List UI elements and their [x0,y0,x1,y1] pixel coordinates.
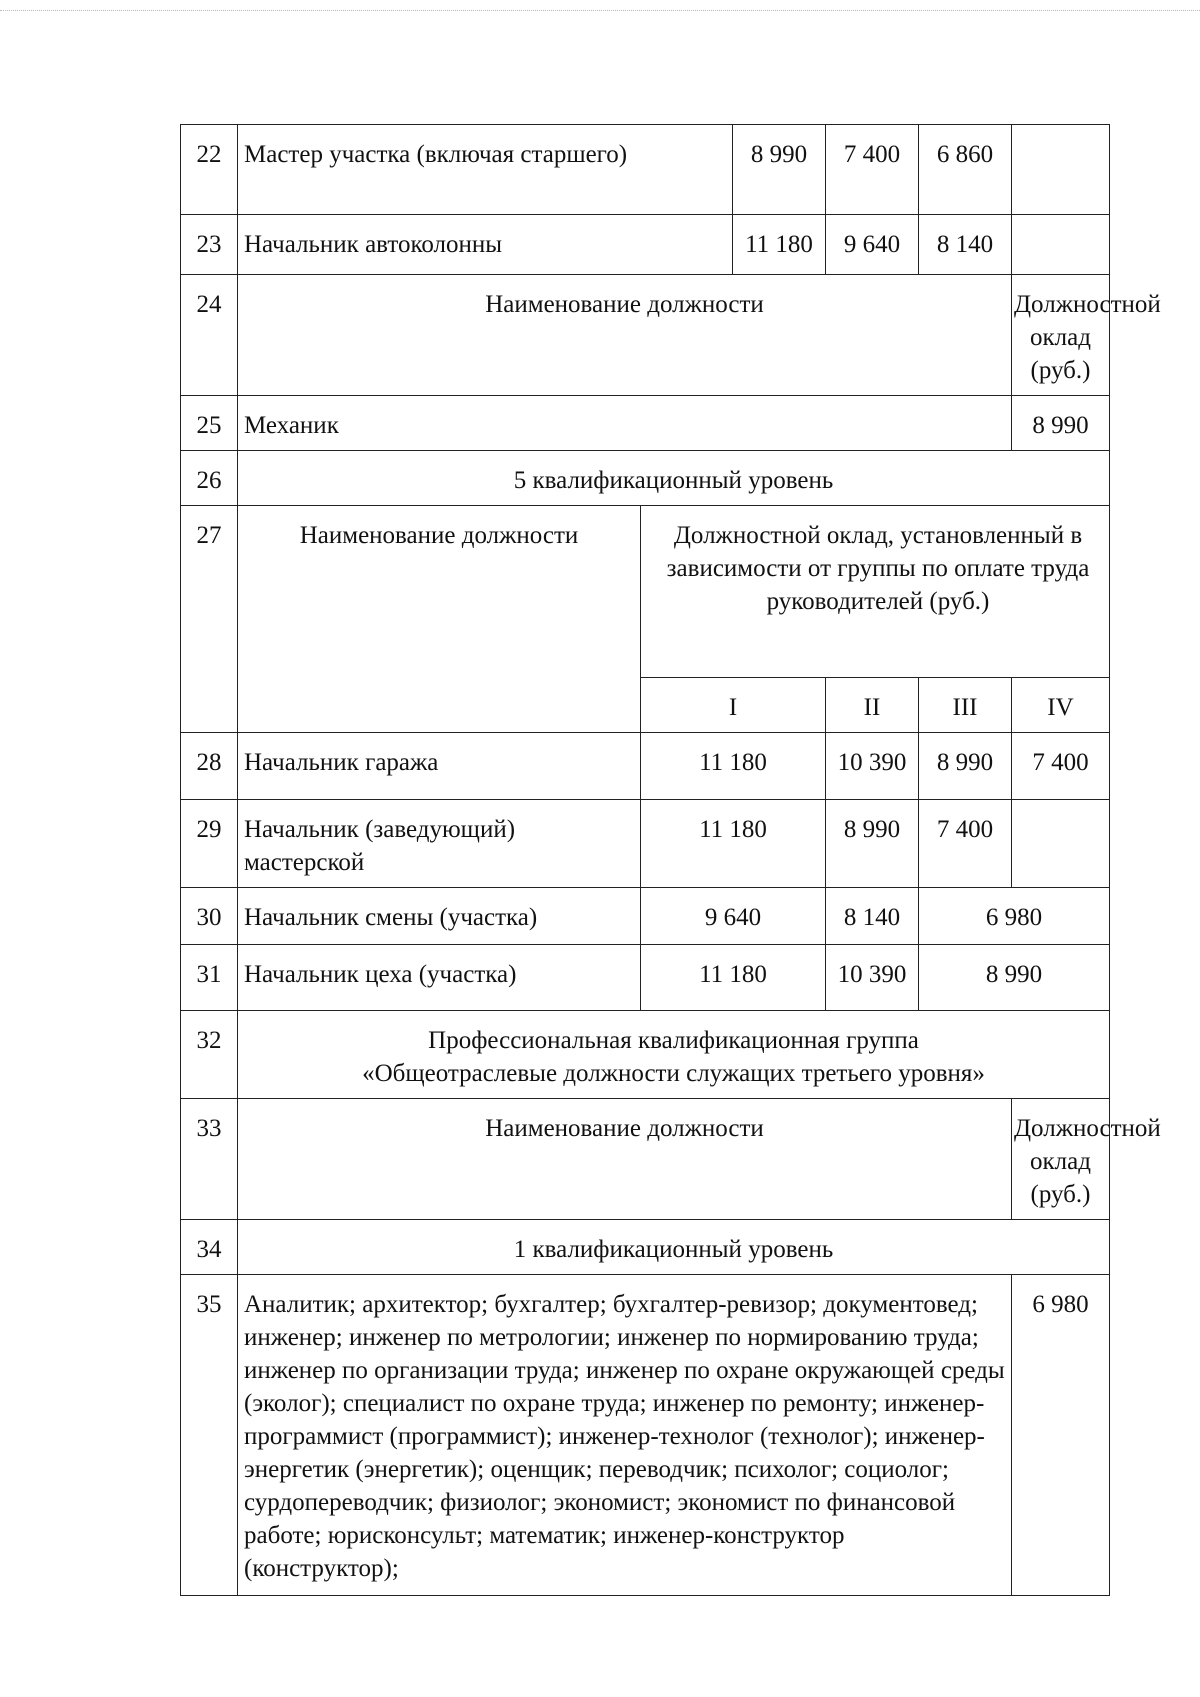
row-number: 22 [181,125,238,215]
position-name: Мастер участка (включая старшего) [238,125,733,215]
scan-top-edge [0,10,1200,11]
salary-group-1: 9 640 [641,888,826,945]
row-number: 26 [181,451,238,506]
salary-group-4 [1012,125,1110,215]
salary-value: 6 980 [1012,1275,1110,1596]
group-header-1: I [641,678,826,733]
salary-group-2: 10 390 [826,945,919,1011]
position-name: Начальник (заведующий) мастерской [238,800,641,888]
table-row [181,275,1110,396]
table-row [181,800,1110,888]
column-header-salary-by-group: Должностной оклад, установленный в зависимости от группы по оплате труда руководителей (руб.) [641,506,1110,678]
position-name: Начальник автоколонны [238,215,733,275]
salary-group-4 [1012,215,1110,275]
table-row [181,215,1110,275]
salary-group-2: 7 400 [826,125,919,215]
table-row [181,506,1110,678]
row-number: 33 [181,1099,238,1220]
qualification-level-heading: 5 квалификационный уровень [238,451,1110,506]
group-header-4: IV [1012,678,1110,733]
group-title-line-1: Профессиональная квалификационная группа [428,1027,919,1054]
group-title [238,1011,1110,1099]
salary-group-1: 8 990 [733,125,826,215]
row-number: 34 [181,1220,238,1275]
salary-group-3: 7 400 [919,800,1012,888]
column-header-position: Наименование должности [238,1099,1012,1220]
salary-group-3-4: 6 980 [919,888,1110,945]
salary-group-2: 8 990 [826,800,919,888]
salary-value: 8 990 [1012,396,1110,451]
row-number: 35 [181,1275,238,1596]
row-number: 27 [181,506,238,733]
table-row [181,1220,1110,1275]
salary-group-1: 11 180 [641,800,826,888]
table-row [181,1275,1110,1596]
group-header-3: III [919,678,1012,733]
row-number: 25 [181,396,238,451]
table-row [181,396,1110,451]
table-row [181,451,1110,506]
table-row [181,125,1110,215]
salary-group-2: 8 140 [826,888,919,945]
row-number: 32 [181,1011,238,1099]
salary-group-3: 6 860 [919,125,1012,215]
position-name: Начальник гаража [238,733,641,800]
row-number: 29 [181,800,238,888]
position-list: Аналитик; архитектор; бухгалтер; бухгалтер-ревизор; документовед; инженер; инженер по метрологии; инженер по нормированию труда; инженер по организации труда; инженер по охране окружающей среды (эколог); специалист по охране труда; инженер по ремонту; инженер-программист (программист); инженер-технолог (технолог); инженер-энергетик (энергетик); оценщик; переводчик; психолог; социолог; сурдопереводчик; физиолог; экономист; экономист по финансовой работе; юрисконсульт; математик; инженер-конструктор (конструктор); [238,1275,1012,1596]
position-name: Начальник цеха (участка) [238,945,641,1011]
salary-group-2: 10 390 [826,733,919,800]
column-header-position: Наименование должности [238,275,1012,396]
salary-group-1: 11 180 [733,215,826,275]
salary-group-1: 11 180 [641,945,826,1011]
salary-group-3-4: 8 990 [919,945,1110,1011]
salary-group-2: 9 640 [826,215,919,275]
position-name: Начальник смены (участка) [238,888,641,945]
table-row [181,1099,1110,1220]
row-number: 28 [181,733,238,800]
position-name: Механик [238,396,1012,451]
table-row [181,945,1110,1011]
column-header-position: Наименование должности [238,506,641,733]
table-row [181,888,1110,945]
qualification-level-heading: 1 квалификационный уровень [238,1220,1110,1275]
row-number: 23 [181,215,238,275]
salary-group-4 [1012,800,1110,888]
salary-table [180,124,1161,1596]
column-header-salary: Должностной оклад (руб.) [1012,275,1110,396]
salary-group-1: 11 180 [641,733,826,800]
salary-group-3: 8 990 [919,733,1012,800]
row-number: 24 [181,275,238,396]
group-title-line-2: «Общеотраслевые должности служащих третьего уровня» [362,1060,985,1087]
table-row [181,1011,1110,1099]
group-header-2: II [826,678,919,733]
column-header-salary: Должностной оклад (руб.) [1012,1099,1110,1220]
salary-group-4: 7 400 [1012,733,1110,800]
row-number: 30 [181,888,238,945]
salary-group-3: 8 140 [919,215,1012,275]
table-row [181,733,1110,800]
row-number: 31 [181,945,238,1011]
